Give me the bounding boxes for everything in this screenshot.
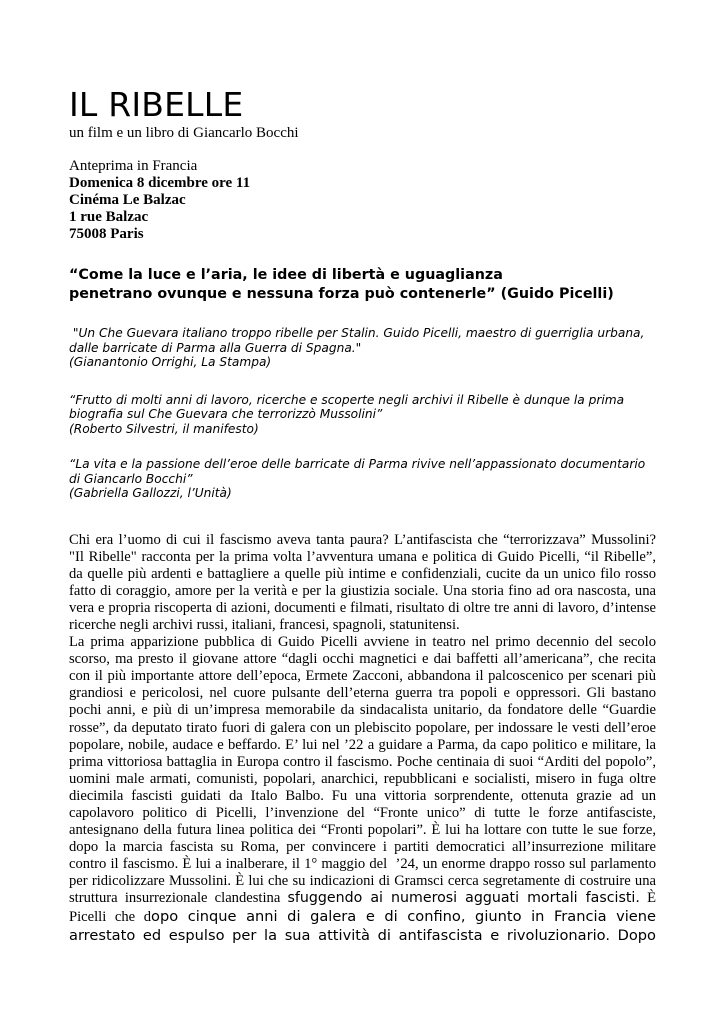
body-line: capolavoro politico di Picelli, l’invenzione del “Fronte unico” di tutte le forze antifasciste, <box>69 805 656 821</box>
review-line: di Giancarlo Bocchi” <box>69 471 193 486</box>
review-line: “Frutto di molti anni di lavoro, ricerche e scoperte negli archivi il Ribelle è dunque la prima <box>69 392 625 407</box>
main-quote-line: penetrano ovunque e nessuna forza può contenerle” (Guido Picelli) <box>69 286 614 302</box>
mixed-sans-text: sfuggendo ai numerosi agguati mortali fascisti. <box>287 890 640 907</box>
review-quote <box>69 326 656 370</box>
page-title: IL RIBELLE <box>69 85 244 124</box>
body-line: pochi anni, e più di un’impresa memorabile da sindacalista unitario, da fondatore delle “Guardie <box>69 702 656 719</box>
main-quote <box>69 266 656 304</box>
review-source: (Roberto Silvestri, il manifesto) <box>69 421 259 436</box>
body-line: vera e propria riscoperta di azioni, documenti e filmati, risultato di oltre tre anni di lavoro, d’intense <box>69 599 656 616</box>
body-line: per ridicolizzare Mussolini. È lui che su indicazioni di Gramsci cerca segretamente di costruire una <box>69 873 656 890</box>
review-quote <box>69 457 656 501</box>
mixed-sans-text: opo cinque anni di galera e di confino, giunto in Francia viene <box>151 907 656 925</box>
mixed-serif-text: Picelli che <box>69 908 144 925</box>
event-city: 75008 Paris <box>69 226 144 242</box>
review-source: (Gabriella Gallozzi, l’Unità) <box>69 486 232 500</box>
body-paragraph <box>69 532 656 635</box>
body-line: grandiosi e pericolosi, nel cuore pulsante dell’eterna guerra tra popoli e oppressori. Gli bastano <box>69 685 656 702</box>
body-line: antesignano della futura linea politica dei “Fronti popolari”. È lui ha lottare con tutte le sue forze, <box>69 822 656 839</box>
body-line: ricerche negli archivi russi, italiani, francesi, spagnoli, statunitensi. <box>69 616 460 633</box>
body-line: diecimila fascisti guidati da Italo Balbo. Fu una vittoria sorprendente, ottenuta grazie ad un <box>69 787 656 804</box>
document-page <box>69 86 656 945</box>
main-quote-line: “Come la luce e l’aria, le idee di libertà e uguaglianza <box>69 267 503 283</box>
event-label: Anteprima in Francia <box>69 158 198 174</box>
body-line: dopo la marcia fascista su Roma, per convincere i partiti democratici all’insurrezione militare <box>69 839 656 856</box>
review-source: (Gianantonio Orrighi, La Stampa) <box>69 355 272 369</box>
body-line: scorso, ma presto il giovane attore “dagli occhi magnetici e dai baffetti all’americana”, che recita <box>69 651 656 668</box>
body-line: "Il Ribelle" racconta per la prima volta l’avventura umana e politica di Guido Picelli, “il Ribelle”, <box>69 548 656 565</box>
event-venue: Cinéma Le Balzac <box>69 192 186 208</box>
body-line: fatto di coraggio, amore per la verità e per la giustizia sociale. Una storia fino ad ora nascosta, una <box>69 582 656 599</box>
review-line: dalle barricate di Parma alla Guerra di Spagna." <box>69 340 362 355</box>
event-date: Domenica 8 dicembre ore 11 <box>69 175 251 191</box>
event-info <box>69 158 656 243</box>
body-line: Chi era l’uomo di cui il fascismo aveva tanta paura? L’antifascista che “terrorizzava” Mussolini? <box>69 531 656 548</box>
body-line: popolare, nobile, audace e beffardo. E’ lui nel ’22 a guidare a Parma, da capo politico e militare, la <box>69 736 656 753</box>
body-line: con il più importante attore dell’epoca, Ermete Zacconi, abbandona il palcoscenico per scenari più <box>69 668 656 685</box>
body-line: uomini male armati, comunisti, popolari, anarchici, repubblicani e socialisti, misero in fuga oltre <box>69 770 656 787</box>
review-line: "Un Che Guevara italiano troppo ribelle per Stalin. Guido Picelli, maestro di guerriglia urbana, <box>69 326 645 340</box>
review-quote <box>69 393 656 437</box>
mixed-serif-text: È <box>639 890 656 907</box>
review-line: “La vita e la passione dell’eroe delle barricate di Parma rivive nell’appassionato documentario <box>69 457 646 471</box>
subtitle: un film e un libro di Giancarlo Bocchi <box>69 125 299 141</box>
body-line: arrestato ed espulso per la sua attività di antifascista e rivoluzionario. Dopo <box>69 926 656 944</box>
mixed-serif-text: d <box>143 908 152 925</box>
body-line: La prima apparizione pubblica di Guido Picelli avviene in teatro nel primo decennio del secolo <box>69 634 656 651</box>
body-paragraph <box>69 634 656 945</box>
event-street: 1 rue Balzac <box>69 209 149 225</box>
body-line-mixed <box>69 890 656 907</box>
body-line: prima vittoriosa battaglia in Europa contro il fascismo. Poche centinaia di suoi “Arditi del popolo”, <box>69 753 656 770</box>
body-line: rosse”, da deputato tirato fuori di galera con un plebiscito popolare, per indossare le vesti dell’eroe <box>69 719 656 736</box>
review-line: biografia sul Che Guevara che terrorizzò Mussolini” <box>69 407 383 421</box>
mixed-serif-text: struttura insurrezionale clandestina <box>69 890 288 907</box>
body-line-mixed <box>69 908 656 926</box>
body-line: da quelle più ardenti e battagliere a quelle più intime e confidenziali, cucite da un unico filo rosso <box>69 565 656 582</box>
body-line: contro il fascismo. È lui a inalberare, il 1° maggio del ’24, un enorme drappo rosso sul parlamento <box>69 856 656 873</box>
